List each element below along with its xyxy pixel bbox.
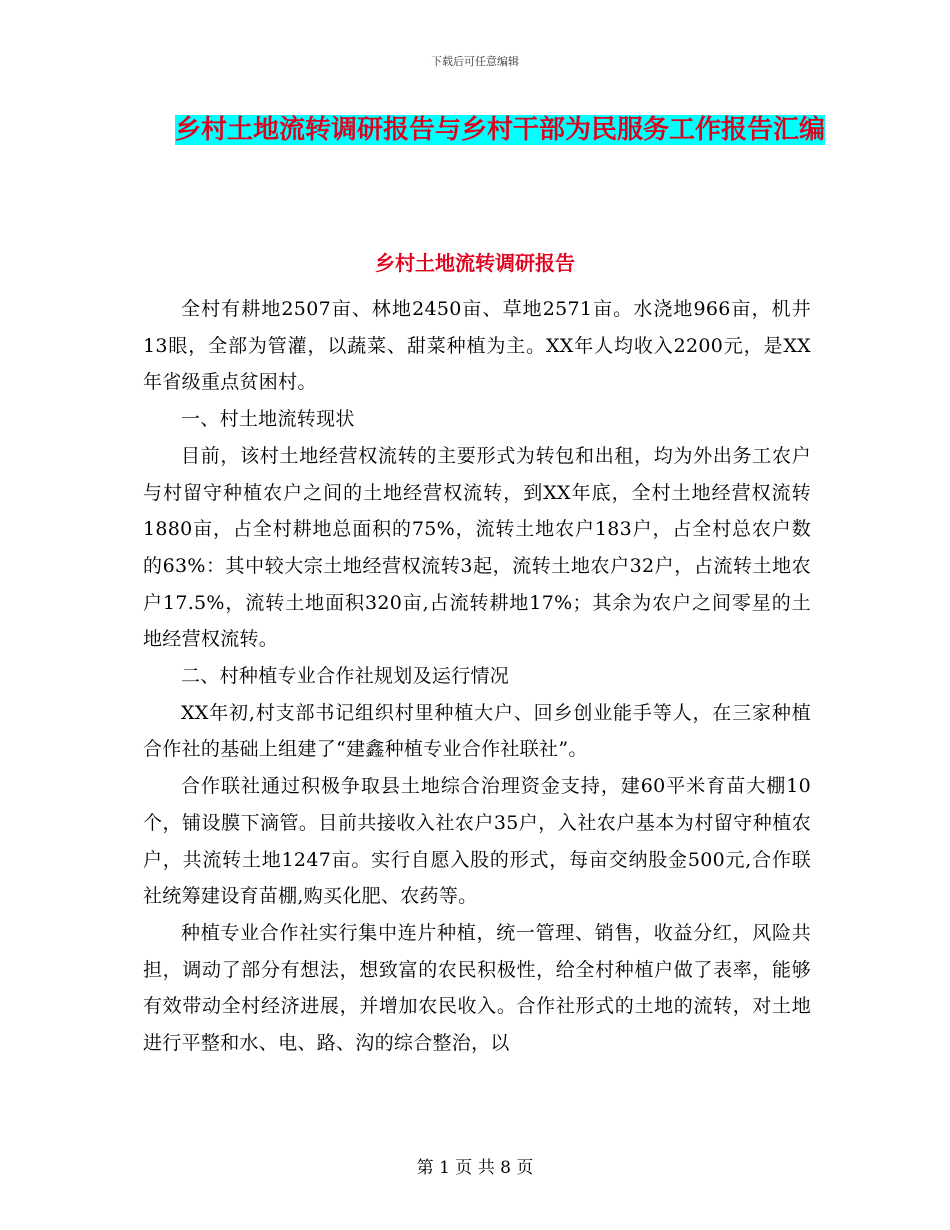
page-footer: 第 1 页 共 8 页 [416, 1158, 534, 1178]
page-header-note: 下载后可任意编辑 [431, 55, 519, 68]
paragraph-cooperative-founding: XX年初,村支部书记组织村里种植大户、回乡创业能手等人，在三家种植合作社的基础上组建了“建鑫种植专业合作社联社”。 [143, 701, 811, 761]
heading-section-1: 一、村土地流转现状 [181, 408, 355, 431]
section-title: 乡村土地流转调研报告 [375, 251, 575, 275]
document-title-text: 乡村土地流转调研报告与乡村干部为民服务工作报告汇编 [174, 115, 825, 145]
heading-section-2: 二、村种植专业合作社规划及运行情况 [181, 665, 510, 688]
document-title [140, 108, 860, 152]
paragraph-cooperative-benefits: 种植专业合作社实行集中连片种植，统一管理、销售，收益分红，风险共担，调动了部分有想法，想致富的农民积极性，给全村种植户做了表率，能够有效带动全村经济进展，并增加农民收入。合作社形式的土地的流转，对土地进行平整和水、电、路、沟的综合整治，以 [143, 921, 811, 1055]
paragraph-cooperative-operation: 合作联社通过积极争取县土地综合治理资金支持，建60平米育苗大棚10个，铺设膜下滴管。目前共接收入社农户35户，入社农户基本为村留守种植农户，共流转土地1247亩。实行自愿入股的形式，每亩交纳股金500元,合作联社统筹建设育苗棚,购买化肥、农药等。 [143, 775, 811, 908]
paragraph-land-transfer-status: 目前，该村土地经营权流转的主要形式为转包和出租，均为外出务工农户与村留守种植农户之间的土地经营权流转，到XX年底，全村土地经营权流转1880亩，占全村耕地总面积的75%，流转土地农户183户，占全村总农户数的63%：其中较大宗土地经营权流转3起，流转土地农户32户，占流转土地农户17.5%，流转土地面积320亩,占流转耕地17%；其余为农户之间零星的土地经营权流转。 [143, 444, 811, 651]
paragraph-intro: 全村有耕地2507亩、林地2450亩、草地2571亩。水浇地966亩，机井13眼，全部为管灌，以蔬菜、甜菜种植为主。XX年人均收入2200元，是XX年省级重点贫困村。 [143, 298, 811, 394]
document-body [143, 291, 811, 1062]
